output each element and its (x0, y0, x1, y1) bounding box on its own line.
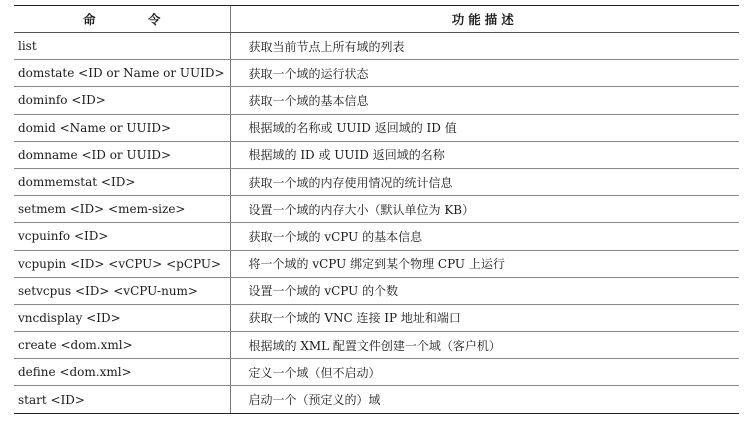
description-cell: 获取一个域的基本信息 (230, 87, 739, 114)
description-cell: 设置一个域的 vCPU 的个数 (230, 277, 739, 304)
command-table (14, 5, 739, 414)
command-cell: start <ID> (14, 386, 230, 413)
table-row (14, 141, 739, 168)
description-cell: 启动一个（预定义的）域 (230, 386, 739, 413)
table-row (14, 168, 739, 195)
command-cell: vncdisplay <ID> (14, 304, 230, 331)
command-cell: domname <ID or UUID> (14, 141, 230, 168)
description-cell: 获取一个域的 vCPU 的基本信息 (230, 223, 739, 250)
table-row (14, 114, 739, 141)
header-description: 功能描述 (230, 6, 739, 33)
command-cell: list (14, 33, 230, 60)
header-row (14, 6, 739, 33)
command-table-container (14, 5, 739, 414)
description-cell: 设置一个域的内存大小（默认单位为 KB） (230, 196, 739, 223)
table-row (14, 87, 739, 114)
table-row (14, 250, 739, 277)
command-cell: dommemstat <ID> (14, 168, 230, 195)
description-cell: 根据域的名称或 UUID 返回域的 ID 值 (230, 114, 739, 141)
table-row (14, 277, 739, 304)
table-row (14, 196, 739, 223)
description-cell: 获取一个域的内存使用情况的统计信息 (230, 168, 739, 195)
table-row (14, 359, 739, 386)
table-row (14, 386, 739, 413)
table-header (14, 6, 739, 33)
command-cell: domid <Name or UUID> (14, 114, 230, 141)
command-cell: dominfo <ID> (14, 87, 230, 114)
table-row (14, 332, 739, 359)
command-cell: setvcpus <ID> <vCPU-num> (14, 277, 230, 304)
command-cell: vcpuinfo <ID> (14, 223, 230, 250)
table-row (14, 223, 739, 250)
description-cell: 获取当前节点上所有域的列表 (230, 33, 739, 60)
command-cell: setmem <ID> <mem-size> (14, 196, 230, 223)
command-cell: create <dom.xml> (14, 332, 230, 359)
description-cell: 根据域的 ID 或 UUID 返回域的名称 (230, 141, 739, 168)
table-body (14, 33, 739, 414)
table-row (14, 33, 739, 60)
description-cell: 获取一个域的 VNC 连接 IP 地址和端口 (230, 304, 739, 331)
table-row (14, 60, 739, 87)
description-cell: 定义一个域（但不启动） (230, 359, 739, 386)
command-cell: domstate <ID or Name or UUID> (14, 60, 230, 87)
table-row (14, 304, 739, 331)
description-cell: 将一个域的 vCPU 绑定到某个物理 CPU 上运行 (230, 250, 739, 277)
description-cell: 获取一个域的运行状态 (230, 60, 739, 87)
description-cell: 根据域的 XML 配置文件创建一个域（客户机） (230, 332, 739, 359)
command-cell: define <dom.xml> (14, 359, 230, 386)
header-command: 命 令 (14, 6, 230, 33)
command-cell: vcpupin <ID> <vCPU> <pCPU> (14, 250, 230, 277)
